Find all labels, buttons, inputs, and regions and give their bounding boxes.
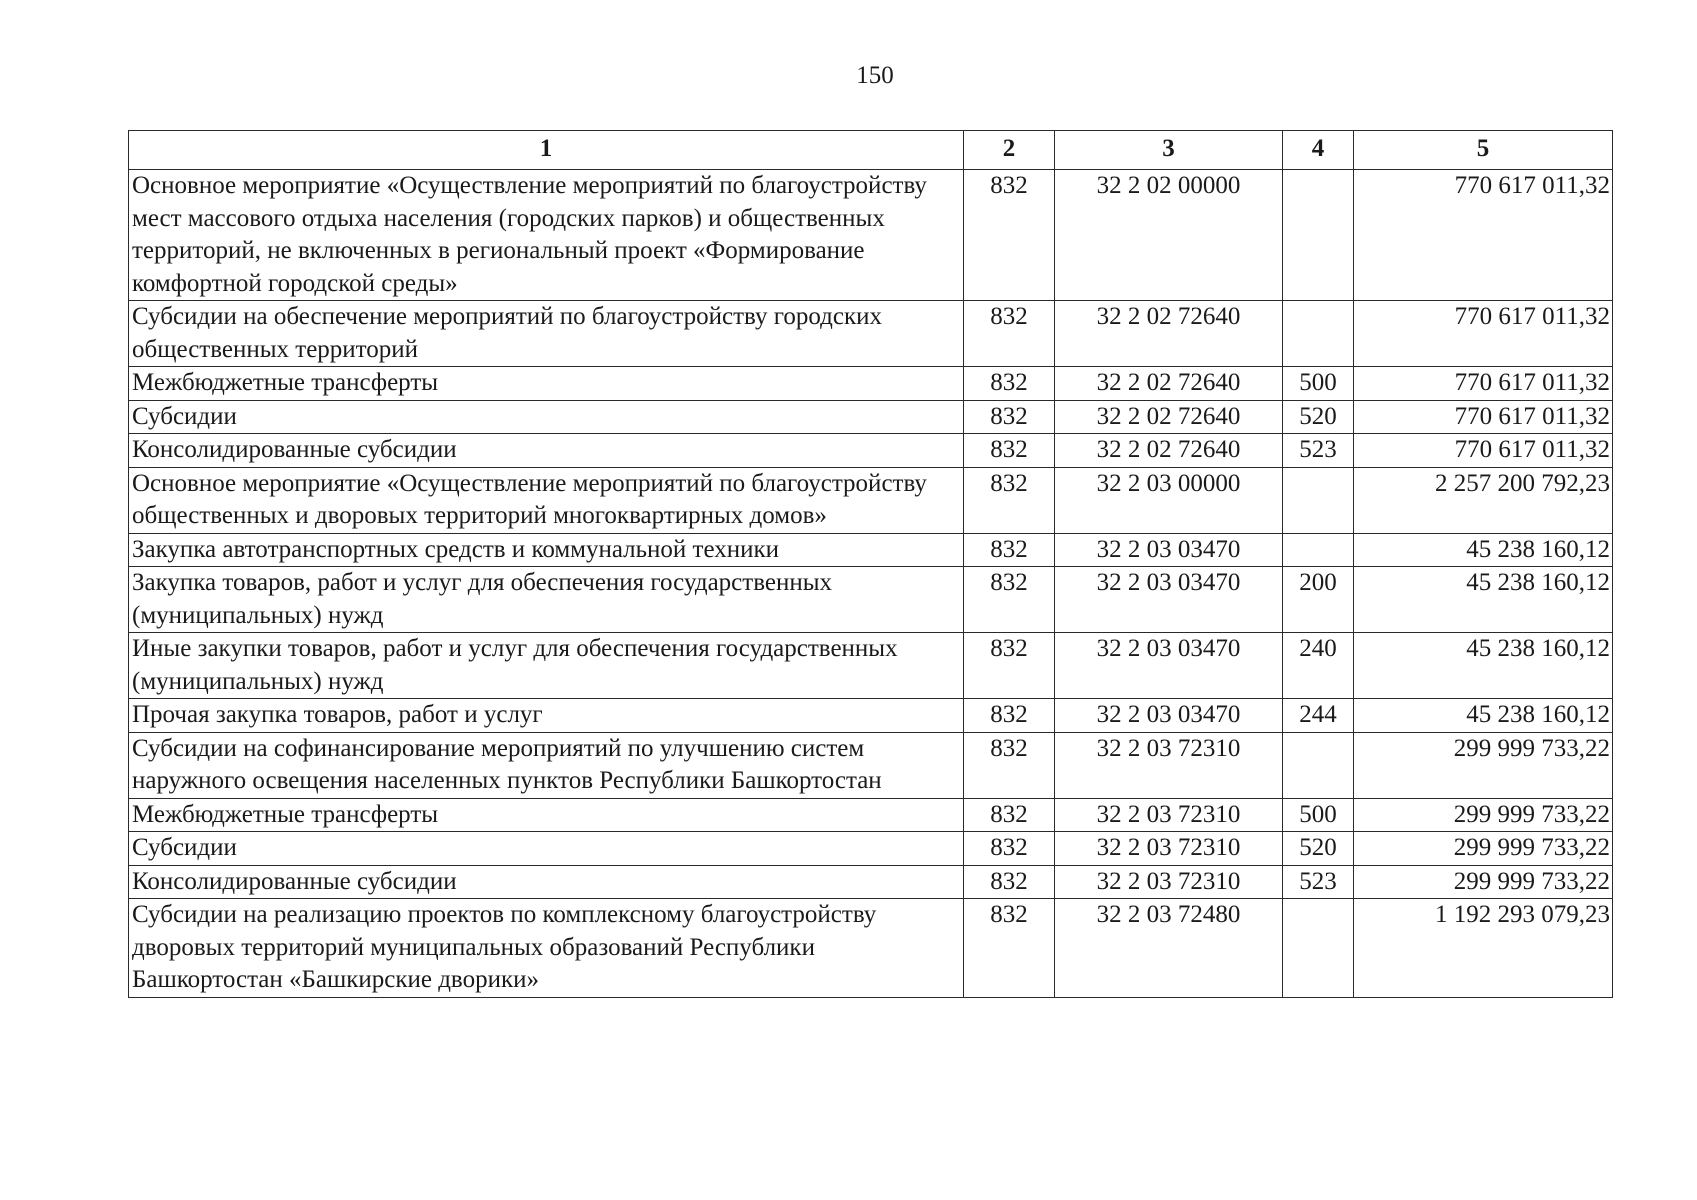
row-name-cell: Закупка товаров, работ и услуг для обеспечения государственных (муниципальных) нужд [129, 567, 964, 633]
row-sum-cell: 1 192 293 079,23 [1354, 899, 1613, 998]
row-name-cell: Межбюджетные трансферты [129, 798, 964, 832]
row-vr-cell [1283, 899, 1354, 998]
row-csr-cell: 32 2 03 03470 [1055, 633, 1283, 699]
row-gr-cell: 832 [964, 567, 1055, 633]
row-vr-cell: 523 [1283, 865, 1354, 899]
row-vr-cell: 500 [1283, 367, 1354, 401]
table-row [129, 367, 1613, 401]
table-row [129, 400, 1613, 434]
row-vr-cell: 244 [1283, 699, 1354, 733]
row-csr-cell: 32 2 03 03470 [1055, 567, 1283, 633]
row-sum-cell: 2 257 200 792,23 [1354, 467, 1613, 533]
row-vr-cell [1283, 301, 1354, 367]
header-cell-4: 4 [1283, 131, 1354, 170]
row-name-cell: Субсидии [129, 832, 964, 866]
row-sum-cell: 770 617 011,32 [1354, 301, 1613, 367]
row-sum-cell: 770 617 011,32 [1354, 367, 1613, 401]
row-csr-cell: 32 2 02 72640 [1055, 367, 1283, 401]
row-sum-cell: 45 238 160,12 [1354, 633, 1613, 699]
header-cell-1: 1 [129, 131, 964, 170]
row-name-cell: Основное мероприятие «Осуществление мероприятий по благоустройству мест массового отдыха населения (городских парков) и общественных территорий, не включенных в региональный проект «Формирование комфортной городской среды» [129, 170, 964, 301]
row-sum-cell: 45 238 160,12 [1354, 699, 1613, 733]
row-name-cell: Прочая закупка товаров, работ и услуг [129, 699, 964, 733]
row-name-cell: Закупка автотранспортных средств и коммунальной техники [129, 533, 964, 567]
table-row [129, 533, 1613, 567]
budget-table [128, 130, 1613, 998]
row-gr-cell: 832 [964, 301, 1055, 367]
row-gr-cell: 832 [964, 798, 1055, 832]
table-row [129, 170, 1613, 301]
table-row [129, 434, 1613, 468]
row-csr-cell: 32 2 03 00000 [1055, 467, 1283, 533]
row-name-cell: Субсидии на софинансирование мероприятий по улучшению систем наружного освещения населенных пунктов Республики Башкортостан [129, 732, 964, 798]
row-sum-cell: 45 238 160,12 [1354, 567, 1613, 633]
row-gr-cell: 832 [964, 400, 1055, 434]
row-sum-cell: 770 617 011,32 [1354, 400, 1613, 434]
page-number: 150 [856, 62, 894, 89]
header-row [129, 131, 1613, 170]
header-cell-3: 3 [1055, 131, 1283, 170]
row-gr-cell: 832 [964, 633, 1055, 699]
row-name-cell: Межбюджетные трансферты [129, 367, 964, 401]
row-sum-cell: 299 999 733,22 [1354, 865, 1613, 899]
row-vr-cell [1283, 533, 1354, 567]
row-gr-cell: 832 [964, 732, 1055, 798]
row-name-cell: Субсидии на обеспечение мероприятий по благоустройству городских общественных территорий [129, 301, 964, 367]
row-vr-cell: 500 [1283, 798, 1354, 832]
row-sum-cell: 770 617 011,32 [1354, 170, 1613, 301]
row-csr-cell: 32 2 03 72310 [1055, 865, 1283, 899]
row-csr-cell: 32 2 03 72480 [1055, 899, 1283, 998]
row-name-cell: Субсидии [129, 400, 964, 434]
row-gr-cell: 832 [964, 434, 1055, 468]
row-name-cell: Субсидии на реализацию проектов по комплексному благоустройству дворовых территорий муниципальных образований Республики Башкортостан «Башкирские дворики» [129, 899, 964, 998]
table-row [129, 865, 1613, 899]
row-csr-cell: 32 2 02 72640 [1055, 400, 1283, 434]
row-csr-cell: 32 2 02 00000 [1055, 170, 1283, 301]
row-name-cell: Консолидированные субсидии [129, 865, 964, 899]
table-row [129, 832, 1613, 866]
table-row [129, 732, 1613, 798]
row-csr-cell: 32 2 03 72310 [1055, 832, 1283, 866]
row-vr-cell [1283, 467, 1354, 533]
row-csr-cell: 32 2 03 03470 [1055, 699, 1283, 733]
row-gr-cell: 832 [964, 832, 1055, 866]
row-vr-cell: 520 [1283, 832, 1354, 866]
row-gr-cell: 832 [964, 367, 1055, 401]
table-row [129, 301, 1613, 367]
row-csr-cell: 32 2 03 03470 [1055, 533, 1283, 567]
table-row [129, 467, 1613, 533]
table-row [129, 633, 1613, 699]
row-sum-cell: 299 999 733,22 [1354, 832, 1613, 866]
row-csr-cell: 32 2 03 72310 [1055, 732, 1283, 798]
row-vr-cell: 240 [1283, 633, 1354, 699]
row-vr-cell: 523 [1283, 434, 1354, 468]
header-cell-2: 2 [964, 131, 1055, 170]
table-row [129, 699, 1613, 733]
row-name-cell: Иные закупки товаров, работ и услуг для обеспечения государственных (муниципальных) нужд [129, 633, 964, 699]
row-gr-cell: 832 [964, 533, 1055, 567]
row-vr-cell: 520 [1283, 400, 1354, 434]
row-gr-cell: 832 [964, 865, 1055, 899]
table-row [129, 798, 1613, 832]
row-gr-cell: 832 [964, 699, 1055, 733]
row-sum-cell: 770 617 011,32 [1354, 434, 1613, 468]
row-vr-cell [1283, 170, 1354, 301]
row-gr-cell: 832 [964, 467, 1055, 533]
row-sum-cell: 45 238 160,12 [1354, 533, 1613, 567]
row-gr-cell: 832 [964, 899, 1055, 998]
row-csr-cell: 32 2 02 72640 [1055, 434, 1283, 468]
row-csr-cell: 32 2 02 72640 [1055, 301, 1283, 367]
row-name-cell: Основное мероприятие «Осуществление мероприятий по благоустройству общественных и дворовых территорий многоквартирных домов» [129, 467, 964, 533]
row-name-cell: Консолидированные субсидии [129, 434, 964, 468]
row-vr-cell [1283, 732, 1354, 798]
row-gr-cell: 832 [964, 170, 1055, 301]
row-sum-cell: 299 999 733,22 [1354, 732, 1613, 798]
header-cell-5: 5 [1354, 131, 1613, 170]
row-csr-cell: 32 2 03 72310 [1055, 798, 1283, 832]
row-vr-cell: 200 [1283, 567, 1354, 633]
table-row [129, 567, 1613, 633]
row-sum-cell: 299 999 733,22 [1354, 798, 1613, 832]
table-row [129, 899, 1613, 998]
